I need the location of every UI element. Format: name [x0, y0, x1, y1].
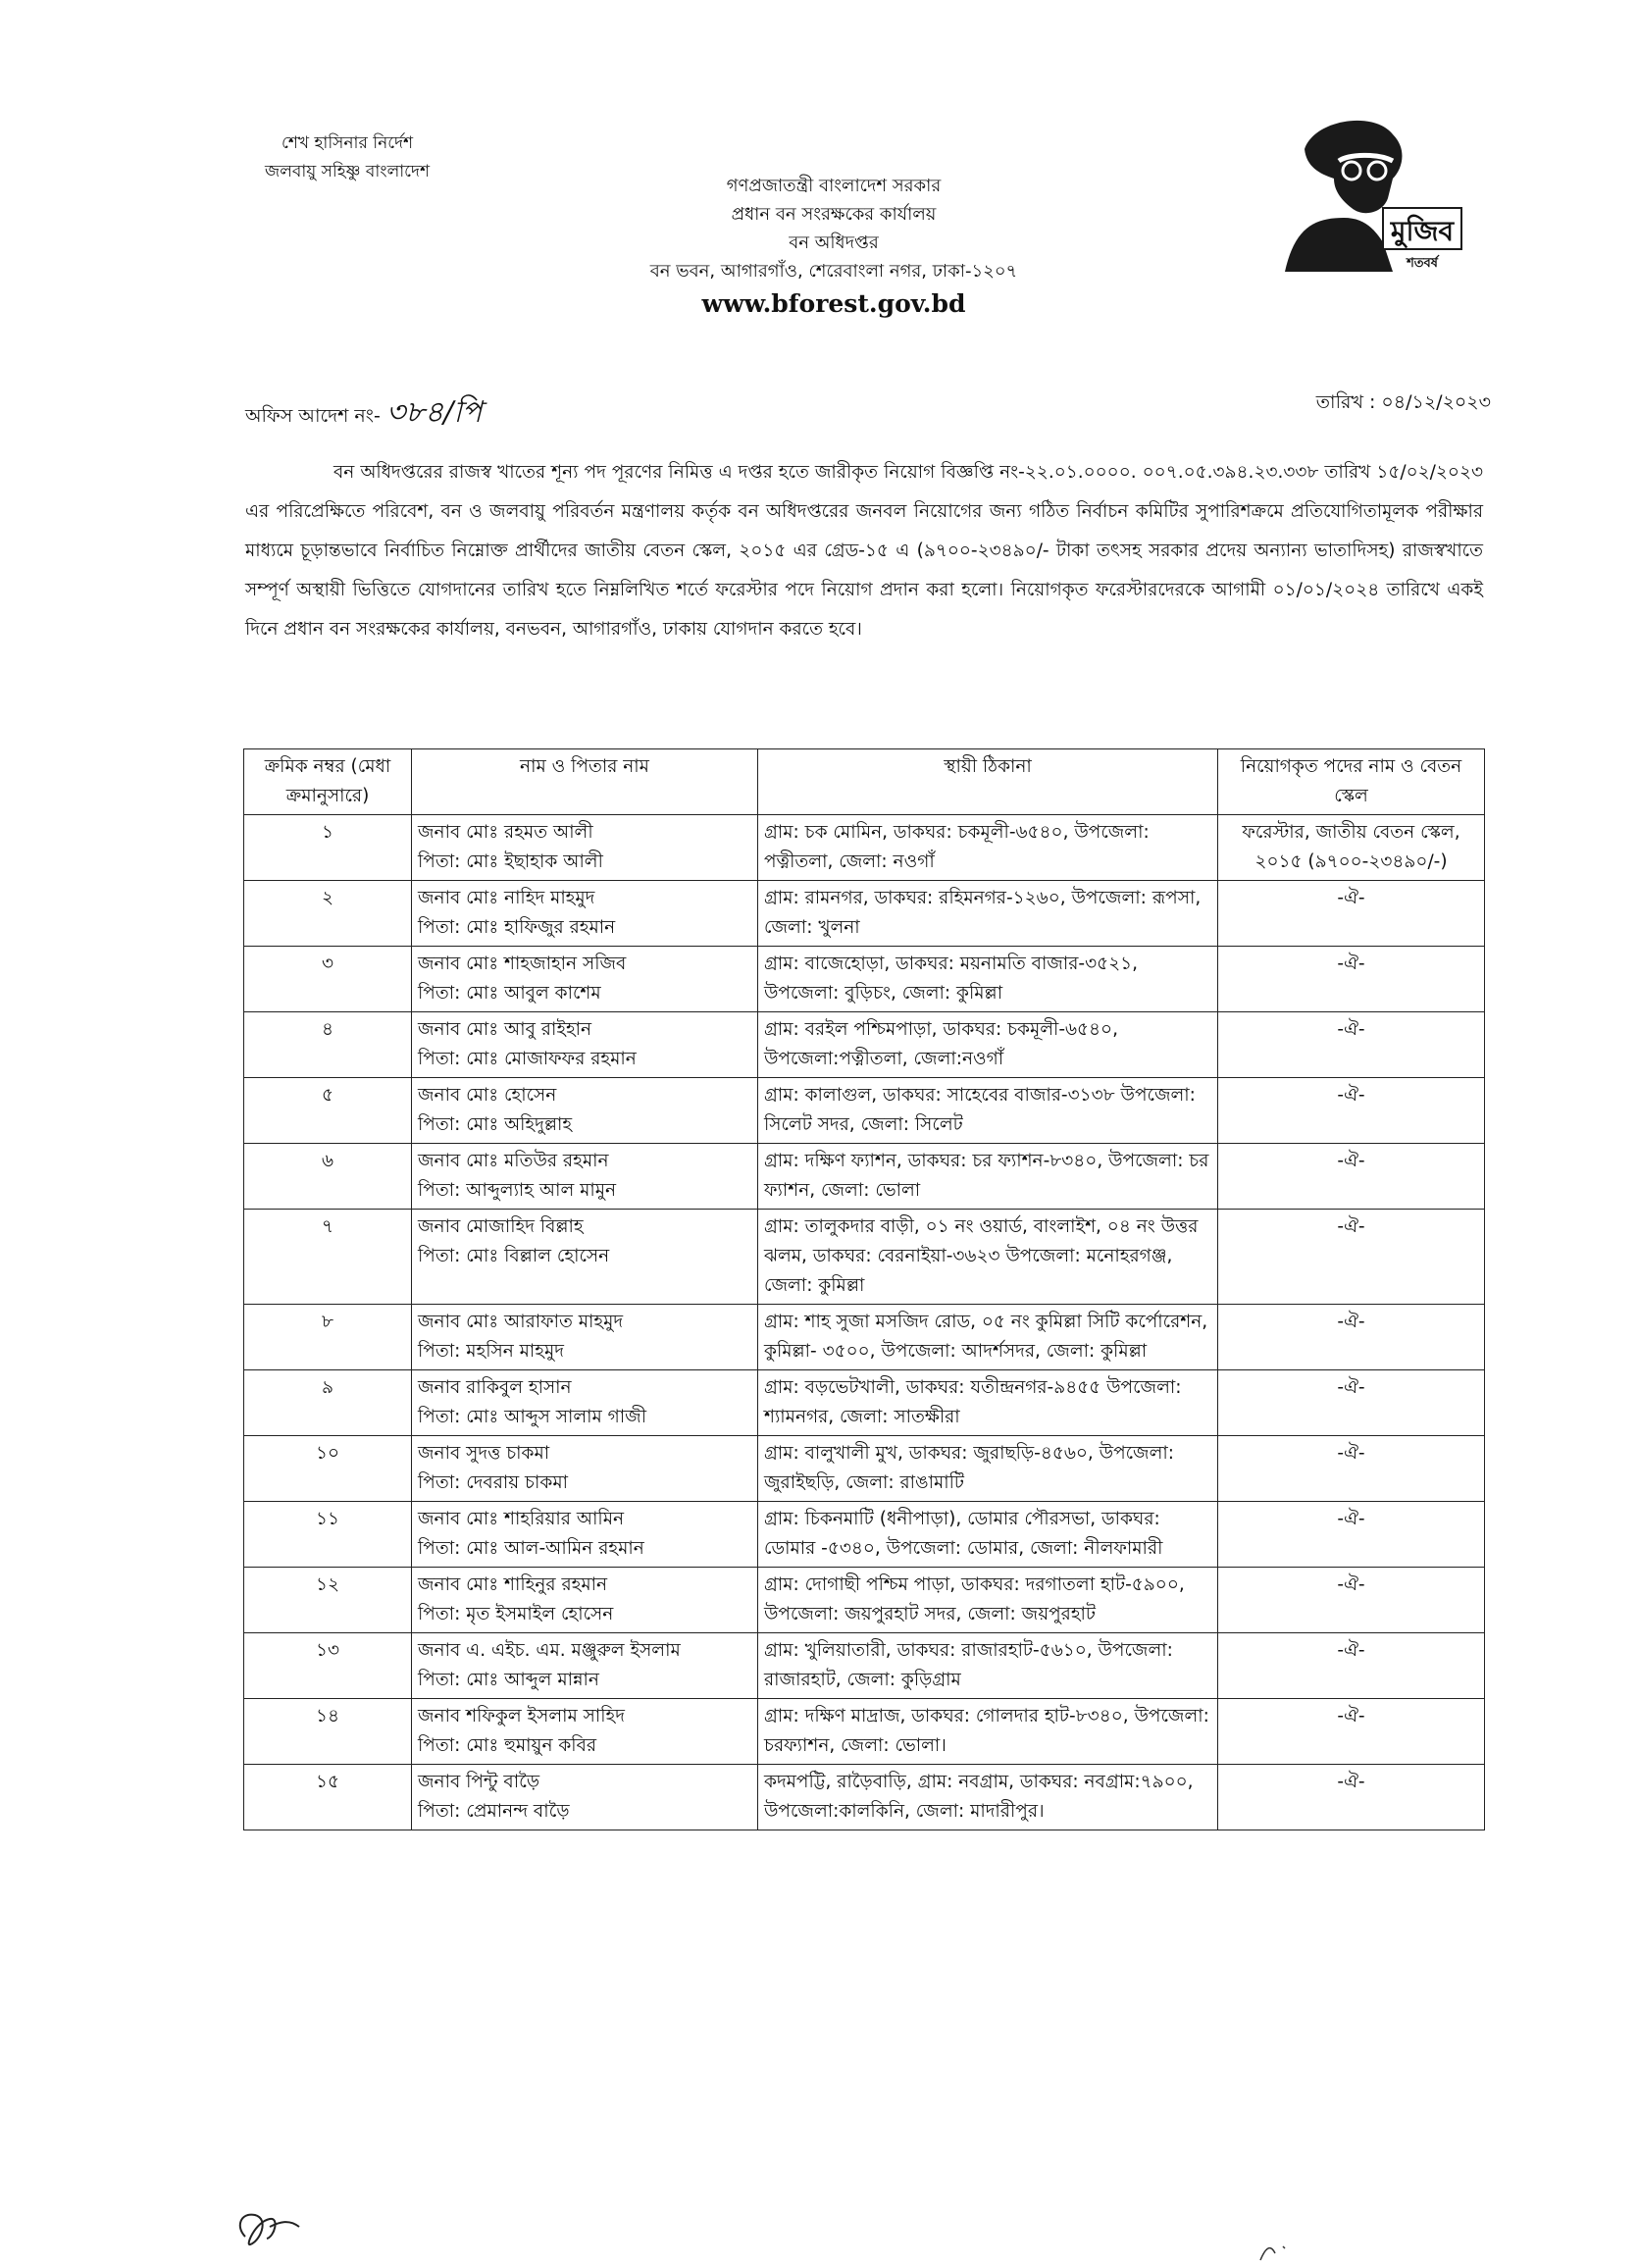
cell-serial: ১৪: [244, 1699, 412, 1765]
cell-serial: ১১: [244, 1502, 412, 1568]
logo-text: মুজিব: [1390, 215, 1455, 247]
header-post: নিয়োগকৃত পদের নাম ও বেতন স্কেল: [1218, 749, 1485, 815]
cell-address: কদমপট্টি, রাড়ৈবাড়ি, গ্রাম: নবগ্রাম, ডাকঘর: নবগ্রাম:৭৯০০, উপজেলা:কালকিনি, জেলা: মাদারীপুর।: [758, 1765, 1218, 1830]
father-name: পিতা: মোঃ আব্দুল মান্নান: [418, 1670, 599, 1690]
table-row: [244, 1568, 1485, 1633]
stray-mark: [1255, 2239, 1295, 2264]
cell-address: গ্রাম: দক্ষিণ ফ্যাশন, ডাকঘর: চর ফ্যাশন-৮৩৪০, উপজেলা: চর ফ্যাশন, জেলা: ভোলা: [758, 1144, 1218, 1210]
father-name: পিতা: মোঃ মোজাফফর রহমান: [418, 1049, 637, 1069]
father-name: পিতা: মৃত ইসমাইল হোসেন: [418, 1604, 614, 1624]
cell-address: গ্রাম: চিকনমাটি (ধনীপাড়া), ডোমার পৌরসভা, ডাকঘর: ডোমার -৫৩৪০, উপজেলা: ডোমার, জেলা: নীলফামারী: [758, 1502, 1218, 1568]
cell-name: [412, 1765, 758, 1830]
father-name: পিতা: আব্দুল্যাহ আল মামুন: [418, 1180, 617, 1201]
father-name: পিতা: মোঃ বিল্লাল হোসেন: [418, 1246, 610, 1266]
cell-post: -ঐ-: [1218, 1210, 1485, 1305]
cell-name: [412, 1370, 758, 1436]
father-name: পিতা: মোঃ হুমায়ুন কবির: [418, 1735, 597, 1756]
cell-post: -ঐ-: [1218, 881, 1485, 947]
cell-post: -ঐ-: [1218, 1078, 1485, 1144]
cell-address: গ্রাম: চক মোমিন, ডাকঘর: চকমূলী-৬৫৪০, উপজেলা: পত্নীতলা, জেলা: নওগাঁ: [758, 815, 1218, 881]
cell-address: গ্রাম: তালুকদার বাড়ী, ০১ নং ওয়ার্ড, বাংলাইশ, ০৪ নং উত্তর ঝলম, ডাকঘর: বেরনাইয়া-৩৬২৩ উপজেলা: মনোহরগঞ্জ, জেলা: কুমিল্লা: [758, 1210, 1218, 1305]
table-row: [244, 881, 1485, 947]
cell-post: -ঐ-: [1218, 947, 1485, 1012]
cell-name: [412, 1012, 758, 1078]
office-order-number: [245, 388, 482, 438]
cell-post: -ঐ-: [1218, 1568, 1485, 1633]
cell-serial: ৮: [244, 1305, 412, 1370]
table-row: [244, 1144, 1485, 1210]
letterhead: [589, 172, 1079, 318]
cell-address: গ্রাম: রামনগর, ডাকঘর: রহিমনগর-১২৬০, উপজেলা: রূপসা, জেলা: খুলনা: [758, 881, 1218, 947]
appointee-name: জনাব মোঃ শাহরিয়ার আমিন: [418, 1509, 625, 1529]
letterhead-department: বন অধিদপ্তর: [789, 232, 879, 253]
table-row: [244, 1765, 1485, 1830]
appointee-name: জনাব মোঃ শাহিনুর রহমান: [418, 1574, 608, 1595]
cell-serial: ৪: [244, 1012, 412, 1078]
order-paragraph: বন অধিদপ্তরের রাজস্ব খাতের শূন্য পদ পূরণের নিমিত্ত এ দপ্তর হতে জারীকৃত নিয়োগ বিজ্ঞপ্তি নং-২২.০১.০০০০. ০০৭.০৫.৩৯৪.২৩.৩৩৮ তারিখ ১৫/০২/২০২৩ এর পরিপ্রেক্ষিতে পরিবেশ, বন ও জলবায়ু পরিবর্তন মন্ত্রণালয় কর্তৃক বন অধিদপ্তরের জনবল নিয়োগের জন্য গঠিত নির্বাচন কমিটির সুপারিশক্রমে প্রতিযোগিতামূলক পরীক্ষার মাধ্যমে চূড়ান্তভাবে নির্বাচিত নিম্নোক্ত প্রার্থীদের জাতীয় বেতন স্কেল, ২০১৫ এর গ্রেড-১৫ এ (৯৭০০-২৩৪৯০/- টাকা তৎসহ সরকার প্রদেয় অন্যান্য ভাতাদিসহ) রাজস্বখাতে সম্পূর্ণ অস্থায়ী ভিত্তিতে যোগদানের তারিখ হতে নিম্নলিখিত শর্তে ফরেস্টার পদে নিয়োগ প্রদান করা হলো। নিয়োগকৃত ফরেস্টারদেরকে আগামী ০১/০১/২০২৪ তারিখে একই দিনে প্রধান বন সংরক্ষকের কার্যালয়, বনভবন, আগারগাঁও, ঢাকায় যোগদান করতে হবে।: [245, 462, 1483, 640]
appointee-name: জনাব এ. এইচ. এম. মঞ্জুরুল ইসলাম: [418, 1640, 681, 1661]
header-serial: ক্রমিক নম্বর (মেধা ক্রমানুসারে): [244, 749, 412, 815]
cell-serial: ৬: [244, 1144, 412, 1210]
table-row: [244, 1305, 1485, 1370]
appointee-name: জনাব সুদত্ত চাকমা: [418, 1443, 550, 1464]
table-row: [244, 1699, 1485, 1765]
cell-post: -ঐ-: [1218, 1502, 1485, 1568]
appointee-name: জনাব মোঃ আবু রাইহান: [418, 1019, 592, 1040]
table-row: [244, 1502, 1485, 1568]
appointee-name: জনাব মোজাহিদ বিল্লাহ: [418, 1216, 584, 1237]
cell-serial: ১০: [244, 1436, 412, 1502]
letterhead-government: গণপ্রজাতন্ত্রী বাংলাদেশ সরকার: [726, 176, 942, 196]
cell-post: ফরেস্টার, জাতীয় বেতন স্কেল, ২০১৫ (৯৭০০-২৩৪৯০/-): [1218, 815, 1485, 881]
table-row: [244, 1370, 1485, 1436]
table-row: [244, 947, 1485, 1012]
logo-subtext: শতবর্ষ: [1407, 256, 1438, 271]
cell-name: [412, 815, 758, 881]
cell-name: [412, 881, 758, 947]
cell-address: গ্রাম: কালাগুল, ডাকঘর: সাহেবের বাজার-৩১৩৮ উপজেলা: সিলেট সদর, জেলা: সিলেট: [758, 1078, 1218, 1144]
cell-address: গ্রাম: বালুখালী মুখ, ডাকঘর: জুরাছড়ি-৪৫৬০, উপজেলা: জুরাইছড়ি, জেলা: রাঙামাটি: [758, 1436, 1218, 1502]
table-header-row: [244, 749, 1485, 815]
letterhead-address: বন ভবন, আগারগাঁও, শেরেবাংলা নগর, ঢাকা-১২০৭: [649, 261, 1018, 282]
father-name: পিতা: মোঃ আল-আমিন রহমান: [418, 1538, 644, 1559]
cell-post: -ঐ-: [1218, 1370, 1485, 1436]
table-row: [244, 1210, 1485, 1305]
cell-name: [412, 1305, 758, 1370]
father-name: পিতা: মোঃ হাফিজুর রহমান: [418, 917, 616, 938]
cell-name: [412, 1144, 758, 1210]
cell-address: গ্রাম: বরইল পশ্চিমপাড়া, ডাকঘর: চকমূলী-৬৫৪০, উপজেলা:পত্নীতলা, জেলা:নওগাঁ: [758, 1012, 1218, 1078]
office-order-date: তারিখ : ০৪/১২/২০২৩: [1315, 391, 1491, 413]
table-row: [244, 815, 1485, 881]
cell-serial: ৯: [244, 1370, 412, 1436]
cell-post: -ঐ-: [1218, 1633, 1485, 1699]
mujib-centenary-logo: [1246, 110, 1481, 277]
letterhead-office: প্রধান বন সংরক্ষকের কার্যালয়: [731, 204, 937, 225]
cell-serial: ৭: [244, 1210, 412, 1305]
appointee-name: জনাব মোঃ রহমত আলী: [418, 822, 593, 843]
order-body-text: [245, 453, 1483, 649]
cell-name: [412, 947, 758, 1012]
office-order-prefix: অফিস আদেশ নং-: [245, 405, 381, 427]
appointee-name: জনাব শফিকুল ইসলাম সাহিদ: [418, 1706, 625, 1727]
cell-address: গ্রাম: শাহ সুজা মসজিদ রোড, ০৫ নং কুমিল্লা সিটি কর্পোরেশন, কুমিল্লা- ৩৫০০, উপজেলা: আদর্শসদর, জেলা: কুমিল্লা: [758, 1305, 1218, 1370]
slogan-block: [265, 129, 430, 186]
appointee-name: জনাব মোঃ হোসেন: [418, 1085, 557, 1106]
table-row: [244, 1012, 1485, 1078]
appointee-name: জনাব রাকিবুল হাসান: [418, 1377, 572, 1398]
father-name: পিতা: মোঃ আবুল কাশেম: [418, 983, 601, 1004]
handwritten-signature: [216, 2197, 314, 2256]
table-row: [244, 1633, 1485, 1699]
cell-post: -ঐ-: [1218, 1765, 1485, 1830]
cell-serial: ৩: [244, 947, 412, 1012]
cell-name: [412, 1436, 758, 1502]
cell-name: [412, 1633, 758, 1699]
cell-post: -ঐ-: [1218, 1436, 1485, 1502]
header-address: স্থায়ী ঠিকানা: [758, 749, 1218, 815]
table-row: [244, 1436, 1485, 1502]
cell-serial: ১: [244, 815, 412, 881]
cell-name: [412, 1502, 758, 1568]
cell-name: [412, 1699, 758, 1765]
father-name: পিতা: মোঃ ইছাহাক আলী: [418, 851, 603, 872]
appointee-name: জনাব পিন্টু বাড়ৈ: [418, 1772, 540, 1792]
father-name: পিতা: মোঃ অহিদুল্লাহ: [418, 1114, 573, 1135]
cell-name: [412, 1568, 758, 1633]
appointee-name: জনাব মোঃ মতিউর রহমান: [418, 1151, 609, 1171]
cell-serial: ১৫: [244, 1765, 412, 1830]
table-row: [244, 1078, 1485, 1144]
father-name: পিতা: মহসিন মাহমুদ: [418, 1341, 564, 1362]
cell-post: -ঐ-: [1218, 1305, 1485, 1370]
appointee-name: জনাব মোঃ আরাফাত মাহমুদ: [418, 1312, 624, 1332]
header-name: নাম ও পিতার নাম: [412, 749, 758, 815]
cell-address: গ্রাম: বাজেহোড়া, ডাকঘর: ময়নামতি বাজার-৩৫২১, উপজেলা: বুড়িচং, জেলা: কুমিল্লা: [758, 947, 1218, 1012]
slogan-line-2: জলবায়ু সহিষ্ণু বাংলাদেশ: [265, 162, 431, 181]
cell-serial: ২: [244, 881, 412, 947]
appointee-table: [243, 748, 1485, 1830]
father-name: পিতা: মোঃ আব্দুস সালাম গাজী: [418, 1407, 646, 1427]
appointee-name: জনাব মোঃ শাহজাহান সজিব: [418, 954, 627, 974]
cell-serial: ১৩: [244, 1633, 412, 1699]
cell-name: [412, 1078, 758, 1144]
father-name: পিতা: দেবরায় চাকমা: [418, 1472, 568, 1493]
cell-serial: ৫: [244, 1078, 412, 1144]
cell-serial: ১২: [244, 1568, 412, 1633]
cell-address: গ্রাম: দোগাছী পশ্চিম পাড়া, ডাকঘর: দরগাতলা হাট-৫৯০০, উপজেলা: জয়পুরহাট সদর, জেলা: জয়পুরহাট: [758, 1568, 1218, 1633]
cell-post: -ঐ-: [1218, 1012, 1485, 1078]
appointee-name: জনাব মোঃ নাহিদ মাহমুদ: [418, 888, 595, 908]
cell-name: [412, 1210, 758, 1305]
office-order-handwritten-number: ৩৮৪/পি: [385, 395, 483, 430]
cell-address: গ্রাম: খুলিয়াতারী, ডাকঘর: রাজারহাট-৫৬১০, উপজেলা: রাজারহাট, জেলা: কুড়িগ্রাম: [758, 1633, 1218, 1699]
cell-post: -ঐ-: [1218, 1699, 1485, 1765]
cell-address: গ্রাম: দক্ষিণ মাদ্রাজ, ডাকঘর: গোলদার হাট-৮৩৪০, উপজেলা: চরফ্যাশন, জেলা: ভোলা।: [758, 1699, 1218, 1765]
table-body: [244, 815, 1485, 1830]
slogan-line-1: শেখ হাসিনার নির্দেশ: [281, 133, 414, 153]
cell-post: -ঐ-: [1218, 1144, 1485, 1210]
letterhead-website: www.bforest.gov.bd: [701, 289, 966, 318]
cell-address: গ্রাম: বড়ভেটখালী, ডাকঘর: যতীন্দ্রনগর-৯৪৫৫ উপজেলা: শ্যামনগর, জেলা: সাতক্ষীরা: [758, 1370, 1218, 1436]
father-name: পিতা: প্রেমানন্দ বাড়ৈ: [418, 1801, 570, 1822]
